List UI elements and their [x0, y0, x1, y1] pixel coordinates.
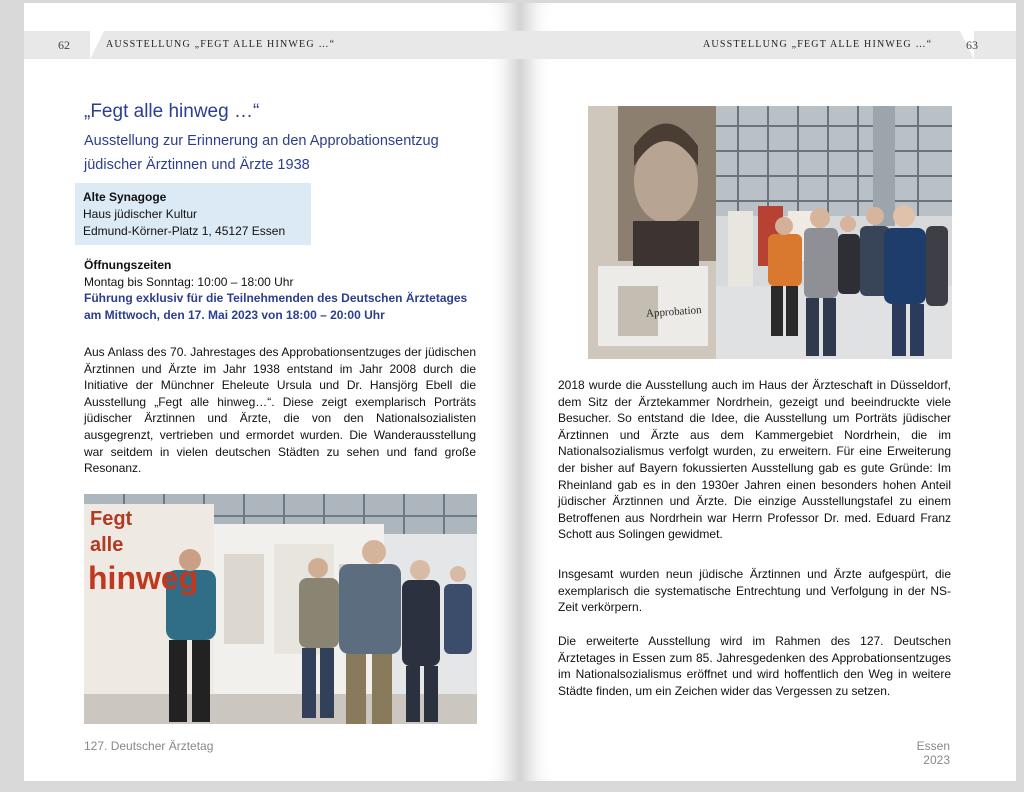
- exhibition-photo-left: [84, 494, 477, 724]
- hours-heading: Öffnungszeiten: [84, 258, 172, 272]
- banner-alle: alle: [90, 534, 124, 556]
- exhibition-photo-right: [588, 106, 952, 359]
- exhibition-photo-right-image: [588, 106, 952, 359]
- venue-address: Edmund-Körner-Platz 1, 45127 Essen: [83, 224, 286, 238]
- banner-hinweg: hinweg: [88, 560, 199, 596]
- footer-left: 127. Deutscher Ärztetag: [84, 739, 214, 753]
- tour-line-2: am Mittwoch, den 17. Mai 2023 von 18:00 – 20:00 Uhr: [84, 307, 385, 322]
- footer-right: Essen 2023: [916, 739, 950, 767]
- paragraph-1: 2018 wurde die Ausstellung auch im Haus der Ärzteschaft in Düsseldorf, dem Sitz der Ärztekammer Nordrhein, gezeigt und beeindruckte viele Besucher. So entstand die Idee, die Ausstellung um Porträts jüdischer Ärztinnen und Ärzte aus dem Kammergebiet Nordrhein, die im Nationalsozialismus verfolgt wurden, zu erweitern. Für eine Erweiterung der bisher auf Bayern fokussierten Ausstellung gab es gute Gründe: Im Rheinland gab es in den 1930er Jahren einen besonders hohen Anteil jüdischer Ärztinnen und Ärzte. Die einzige Ausstellungstafel zu einem Betroffenen aus Nordrhein war Herrn Professor Dr. med. Eduard Franz Schott aus Solingen gewidmet.: [558, 378, 951, 542]
- running-head: AUSSTELLUNG „FEGT ALLE HINWEG …“: [703, 39, 933, 50]
- tour-line-1: Führung exklusiv für die Teilnehmenden des Deutschen Ärztetages: [84, 291, 468, 305]
- exhibition-photo-left-image: [84, 494, 477, 724]
- running-head: AUSSTELLUNG „FEGT ALLE HINWEG …“: [106, 39, 336, 50]
- hours-regular: Montag bis Sonntag: 10:00 – 18:00 Uhr: [84, 274, 294, 289]
- left-page: [24, 3, 520, 781]
- article-title: „Fegt alle hinweg …“: [84, 101, 260, 122]
- page-number: 62: [58, 38, 70, 52]
- intro-paragraph: Aus Anlass des 70. Jahrestages des Approbationsentzuges der jüdischen Ärztinnen und Ärzte im Jahr 1938 entstand im Jahr 2008 durch die Initiative der Münchner Eheleute Ursula und Dr. Hansjörg Ebell die Ausstellung „Fegt alle hinweg…“. Diese zeigt exemplarisch Porträts jüdischer Ärztinnen und Ärzte, die von den Nationalsozialisten ausgegrenzt, vertrieben und ermordet wurden. Die Wanderausstellung war seitdem in vielen deutschen Städten zu sehen und fand große Resonanz.: [84, 345, 476, 476]
- banner-fegt: Fegt: [90, 508, 133, 530]
- right-page: [520, 3, 1016, 781]
- paragraph-3: Die erweiterte Ausstellung wird im Rahmen des 127. Deutschen Ärztetages in Essen zum 85. Jahresgedenken des Approbationsentzuges im Nationalsozialismus eröffnet und wird hoffentlich den Weg in weitere Städte finden, um ein Zeichen wider das Vergessen zu setzen.: [558, 634, 951, 698]
- opening-hours: [84, 257, 494, 323]
- panel-word-approbation: Approbation: [645, 304, 702, 320]
- paragraph-2: Insgesamt wurden neun jüdische Ärztinnen und Ärzte aufgespürt, die exemplarisch die systematische Entrechtung und Verfolgung in der NS-Zeit verkörpern.: [558, 567, 951, 615]
- page-number: 63: [966, 38, 978, 52]
- book-spread: [24, 3, 1016, 781]
- venue-box: [75, 183, 311, 245]
- venue-name: Alte Synagoge: [83, 190, 167, 204]
- venue-line2: Haus jüdischer Kultur: [83, 207, 198, 221]
- article-subtitle: Ausstellung zur Erinnerung an den Approbationsentzug jüdischer Ärztinnen und Ärzte 1938: [84, 133, 439, 173]
